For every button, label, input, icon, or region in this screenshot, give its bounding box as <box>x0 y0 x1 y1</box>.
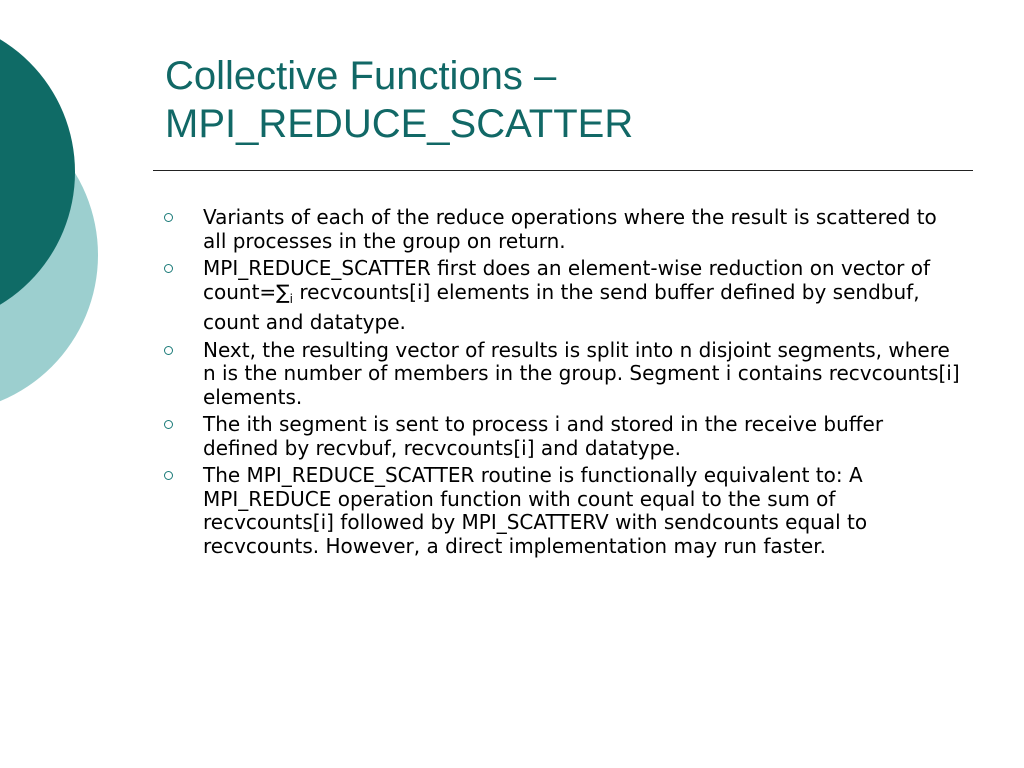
bullet-marker-icon <box>164 346 173 355</box>
bullet-marker-icon <box>164 420 173 429</box>
bullet-text-before-subscript: MPI_REDUCE_SCATTER first does an element-wise reduction on vector of count=∑ <box>203 256 931 304</box>
decorative-circles <box>0 0 110 420</box>
bullet-text: The MPI_REDUCE_SCATTER routine is functionally equivalent to: A MPI_REDUCE operation function with count equal to the sum of recvcounts[i] followed by MPI_SCATTERV with sendcounts equal to recvcounts. However, a direct implementation may run faster. <box>203 463 868 558</box>
bullet-subscript: i <box>289 291 294 306</box>
bullet-item-3 <box>162 339 962 410</box>
bullet-text: Variants of each of the reduce operations where the result is scattered to all processes in the group on return. <box>203 205 937 253</box>
bullet-text: The ith segment is sent to process i and stored in the receive buffer defined by recvbuf, recvcounts[i] and datatype. <box>203 412 884 460</box>
bullet-marker-icon <box>164 213 173 222</box>
bullet-marker-icon <box>164 264 173 273</box>
bullet-item-4 <box>162 413 962 460</box>
decorative-circles-graphic <box>0 0 110 420</box>
bullet-list <box>162 206 962 562</box>
title-divider <box>153 170 973 171</box>
bullet-text: Next, the resulting vector of results is split into n disjoint segments, where n is the number of members in the group. Segment i contains recvcounts[i] elements. <box>203 337 960 409</box>
bullet-text-after-subscript: recvcounts[i] elements in the send buffer defined by sendbuf, count and datatype. <box>203 279 920 334</box>
bullet-item-1 <box>162 206 962 253</box>
slide-title-line-2: MPI_REDUCE_SCATTER <box>165 102 634 146</box>
slide-title-line-1: Collective Functions – <box>165 54 557 98</box>
bullet-item-2 <box>162 257 962 335</box>
bullet-marker-icon <box>164 471 173 480</box>
bullet-item-5 <box>162 464 962 558</box>
slide-title <box>165 52 985 148</box>
